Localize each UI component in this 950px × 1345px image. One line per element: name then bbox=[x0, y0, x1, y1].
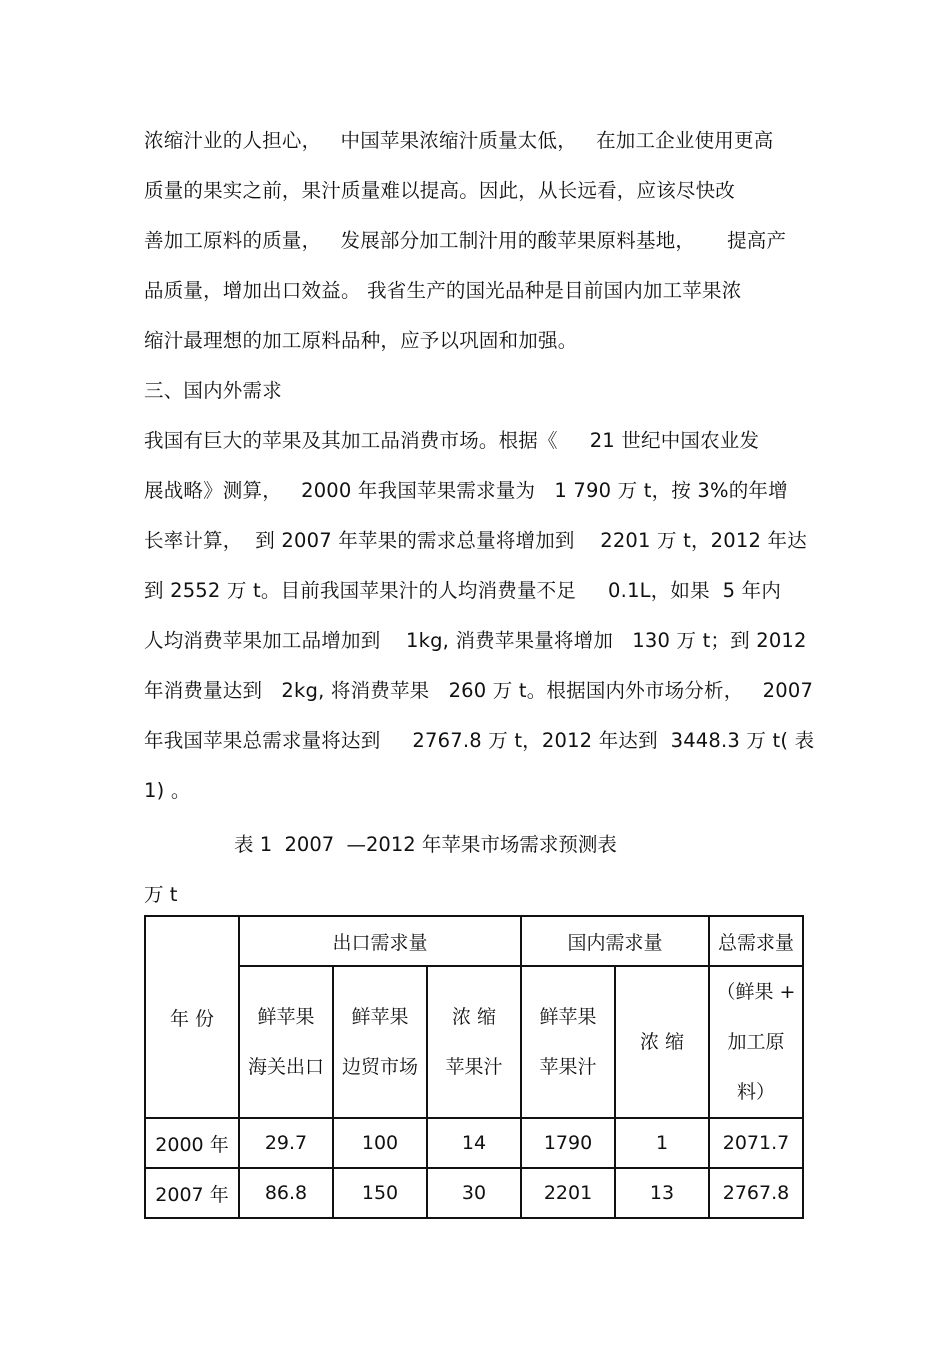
value-cell: 13 bbox=[615, 1168, 709, 1218]
paragraph-line: 1) 。 bbox=[144, 779, 191, 802]
export-col-header: 鲜苹果 海关出口 bbox=[239, 966, 333, 1118]
export-header: 出口需求量 bbox=[239, 916, 521, 966]
value-cell: 2767.8 bbox=[709, 1168, 803, 1218]
total-sub-header: （鲜果 + 加工原 料） bbox=[709, 966, 803, 1118]
value-cell: 2071.7 bbox=[709, 1118, 803, 1168]
value-cell: 2201 bbox=[521, 1168, 615, 1218]
table-caption: 表 1 2007 —2012 年苹果市场需求预测表 bbox=[234, 833, 617, 856]
paragraph-line: 长率计算， 到 2007 年苹果的需求总量将增加到 2201 万 t，2012 年达 bbox=[144, 529, 807, 552]
paragraph-line: 展战略》测算， 2000 年我国苹果需求量为 1 790 万 t，按 3%的年增 bbox=[144, 479, 788, 502]
year-header: 年 份 bbox=[145, 916, 239, 1118]
year-cell: 2000 年 bbox=[145, 1118, 239, 1168]
paragraph-line: 年我国苹果总需求量将达到 2767.8 万 t，2012 年达到 3448.3 万 t( 表 bbox=[144, 729, 815, 752]
paragraph-line: 我国有巨大的苹果及其加工品消费市场。根据《 21 世纪中国农业发 bbox=[144, 429, 760, 452]
export-col-header: 浓 缩 苹果汁 bbox=[427, 966, 521, 1118]
table-row bbox=[145, 1168, 803, 1218]
value-cell: 1790 bbox=[521, 1118, 615, 1168]
domestic-header: 国内需求量 bbox=[521, 916, 709, 966]
total-header: 总需求量 bbox=[709, 916, 803, 966]
paragraph-line: 浓缩汁业的人担心， 中国苹果浓缩汁质量太低， 在加工企业使用更高 bbox=[144, 129, 774, 152]
value-cell: 30 bbox=[427, 1168, 521, 1218]
domestic-col-header: 鲜苹果 苹果汁 bbox=[521, 966, 615, 1118]
value-cell: 150 bbox=[333, 1168, 427, 1218]
paragraph-line: 质量的果实之前，果汁质量难以提高。因此，从长远看，应该尽快改 bbox=[144, 179, 736, 202]
table-unit: 万 t bbox=[144, 883, 178, 906]
paragraph-line: 到 2552 万 t。目前我国苹果汁的人均消费量不足 0.1L，如果 5 年内 bbox=[144, 579, 782, 602]
paragraph-line: 品质量，增加出口效益。 我省生产的国光品种是目前国内加工苹果浓 bbox=[144, 279, 742, 302]
value-cell: 1 bbox=[615, 1118, 709, 1168]
table-row bbox=[145, 1118, 803, 1168]
paragraph-line: 善加工原料的质量， 发展部分加工制汁用的酸苹果原料基地， 提高产 bbox=[144, 229, 787, 252]
section-heading: 三、国内外需求 bbox=[144, 379, 282, 402]
year-cell: 2007 年 bbox=[145, 1168, 239, 1218]
paragraph-line: 缩汁最理想的加工原料品种，应予以巩固和加强。 bbox=[144, 329, 578, 352]
value-cell: 86.8 bbox=[239, 1168, 333, 1218]
demand-table bbox=[144, 915, 804, 1219]
domestic-col-header: 浓 缩 bbox=[615, 966, 709, 1118]
value-cell: 100 bbox=[333, 1118, 427, 1168]
paragraph-line: 人均消费苹果加工品增加到 1kg, 消费苹果量将增加 130 万 t；到 2012 bbox=[144, 629, 807, 652]
value-cell: 14 bbox=[427, 1118, 521, 1168]
paragraph-line: 年消费量达到 2kg, 将消费苹果 260 万 t。根据国内外市场分析， 2007 bbox=[144, 679, 814, 702]
export-col-header: 鲜苹果 边贸市场 bbox=[333, 966, 427, 1118]
value-cell: 29.7 bbox=[239, 1118, 333, 1168]
